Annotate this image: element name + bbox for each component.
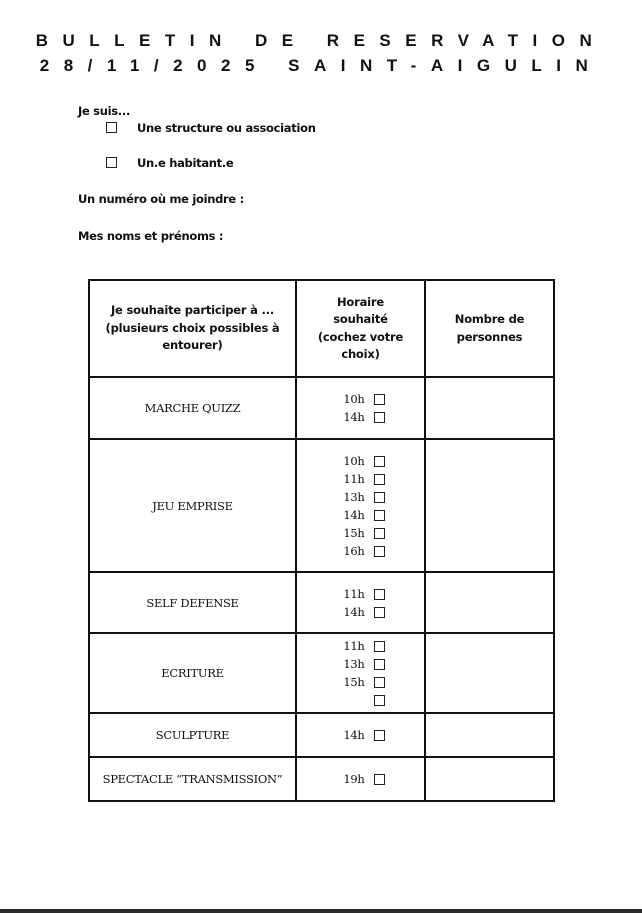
checkbox-structure[interactable] [106, 122, 117, 133]
time-slot[interactable] [337, 390, 385, 408]
table-row [89, 572, 554, 633]
time-slot-checkbox[interactable] [374, 528, 385, 539]
time-slot-label: 10h [343, 453, 365, 468]
header-nombre: Nombre de personnes [425, 280, 554, 377]
time-slot-label: 19h [343, 772, 365, 786]
time-slot-label: 14h [343, 410, 365, 424]
activity-name: JEU EMPRISE [89, 439, 296, 572]
time-slot-label: 13h [343, 489, 365, 504]
time-slot-list [337, 637, 385, 709]
option-structure-label: Une structure ou association [137, 121, 316, 135]
time-slot-label: 16h [343, 543, 365, 558]
time-slot-checkbox[interactable] [374, 695, 385, 706]
persons-count-cell[interactable] [425, 757, 554, 801]
time-slot[interactable] [337, 603, 385, 621]
checkbox-habitant[interactable] [106, 157, 117, 168]
persons-count-cell[interactable] [425, 572, 554, 633]
time-slot-checkbox[interactable] [374, 774, 385, 785]
activity-name: SELF DEFENSE [89, 572, 296, 633]
time-slot[interactable] [337, 488, 385, 506]
time-slot-list [337, 452, 385, 560]
time-slot[interactable] [337, 726, 385, 744]
time-slot-checkbox[interactable] [374, 546, 385, 557]
time-slot-checkbox[interactable] [374, 394, 385, 405]
phone-label: Un numéro où me joindre : [78, 192, 244, 206]
time-slot-label: 14h [343, 507, 365, 522]
time-slot[interactable] [337, 470, 385, 488]
time-slot-checkbox[interactable] [374, 659, 385, 670]
time-slot-label: 13h [343, 657, 365, 671]
time-slot-label: 10h [343, 392, 365, 406]
time-slot[interactable] [337, 542, 385, 560]
time-slot-label: 14h [343, 604, 365, 619]
document-title: BULLETIN DE RESERVATION [35, 31, 607, 50]
activity-name: SCULPTURE [89, 713, 296, 757]
persons-count-cell[interactable] [425, 439, 554, 572]
time-slot-label: 11h [343, 639, 365, 653]
time-slot-list [337, 770, 385, 788]
activity-name: MARCHE QUIZZ [89, 377, 296, 439]
time-slot-checkbox[interactable] [374, 607, 385, 618]
names-label: Mes noms et prénoms : [78, 229, 224, 243]
option-habitant[interactable] [137, 156, 233, 170]
time-slot-label: 15h [343, 525, 365, 540]
time-slot-checkbox[interactable] [374, 589, 385, 600]
time-slot-label: 15h [343, 675, 365, 689]
persons-count-cell[interactable] [425, 377, 554, 439]
table-row [89, 439, 554, 572]
time-slots-cell [296, 633, 425, 713]
time-slots-cell [296, 439, 425, 572]
time-slots-cell [296, 377, 425, 439]
table-row [89, 633, 554, 713]
table-row [89, 757, 554, 801]
table-row [89, 377, 554, 439]
time-slot-checkbox[interactable] [374, 456, 385, 467]
time-slot-list [337, 585, 385, 621]
time-slot-label: 14h [343, 728, 365, 742]
activity-name: ECRITURE [89, 633, 296, 713]
header-activity: Je souhaite participer à ... (plusieurs choix possibles à entourer) [89, 280, 296, 377]
table-row [89, 713, 554, 757]
table-header-row [89, 280, 554, 377]
time-slot[interactable] [337, 673, 385, 691]
time-slot-label: 11h [343, 471, 365, 486]
time-slot-checkbox[interactable] [374, 474, 385, 485]
activity-name: SPECTACLE “TRANSMISSION” [89, 757, 296, 801]
time-slots-cell [296, 572, 425, 633]
time-slot[interactable] [337, 770, 385, 788]
document-subtitle-date-place: 28/11/2025 SAINT-AIGULIN [39, 56, 603, 75]
je-suis-label: Je suis... [78, 104, 131, 118]
option-habitant-label: Un.e habitant.e [137, 156, 234, 170]
bottom-bar [0, 909, 642, 913]
time-slot-checkbox[interactable] [374, 677, 385, 688]
time-slot-list [337, 390, 385, 426]
time-slot-checkbox[interactable] [374, 412, 385, 423]
time-slot-checkbox[interactable] [374, 641, 385, 652]
time-slot[interactable] [337, 691, 385, 709]
persons-count-cell[interactable] [425, 713, 554, 757]
time-slot[interactable] [337, 637, 385, 655]
time-slot[interactable] [337, 655, 385, 673]
time-slot[interactable] [337, 452, 385, 470]
time-slot[interactable] [337, 585, 385, 603]
time-slots-cell [296, 757, 425, 801]
time-slot-checkbox[interactable] [374, 730, 385, 741]
header-horaire: Horaire souhaité (cochez votre choix) [296, 280, 425, 377]
time-slot[interactable] [337, 524, 385, 542]
time-slot[interactable] [337, 506, 385, 524]
time-slot[interactable] [337, 408, 385, 426]
time-slot-checkbox[interactable] [374, 510, 385, 521]
time-slot-label: 11h [343, 586, 365, 601]
time-slot-checkbox[interactable] [374, 492, 385, 503]
persons-count-cell[interactable] [425, 633, 554, 713]
option-structure[interactable] [137, 121, 316, 135]
time-slots-cell [296, 713, 425, 757]
reservation-table [88, 279, 555, 802]
time-slot-list [337, 726, 385, 744]
